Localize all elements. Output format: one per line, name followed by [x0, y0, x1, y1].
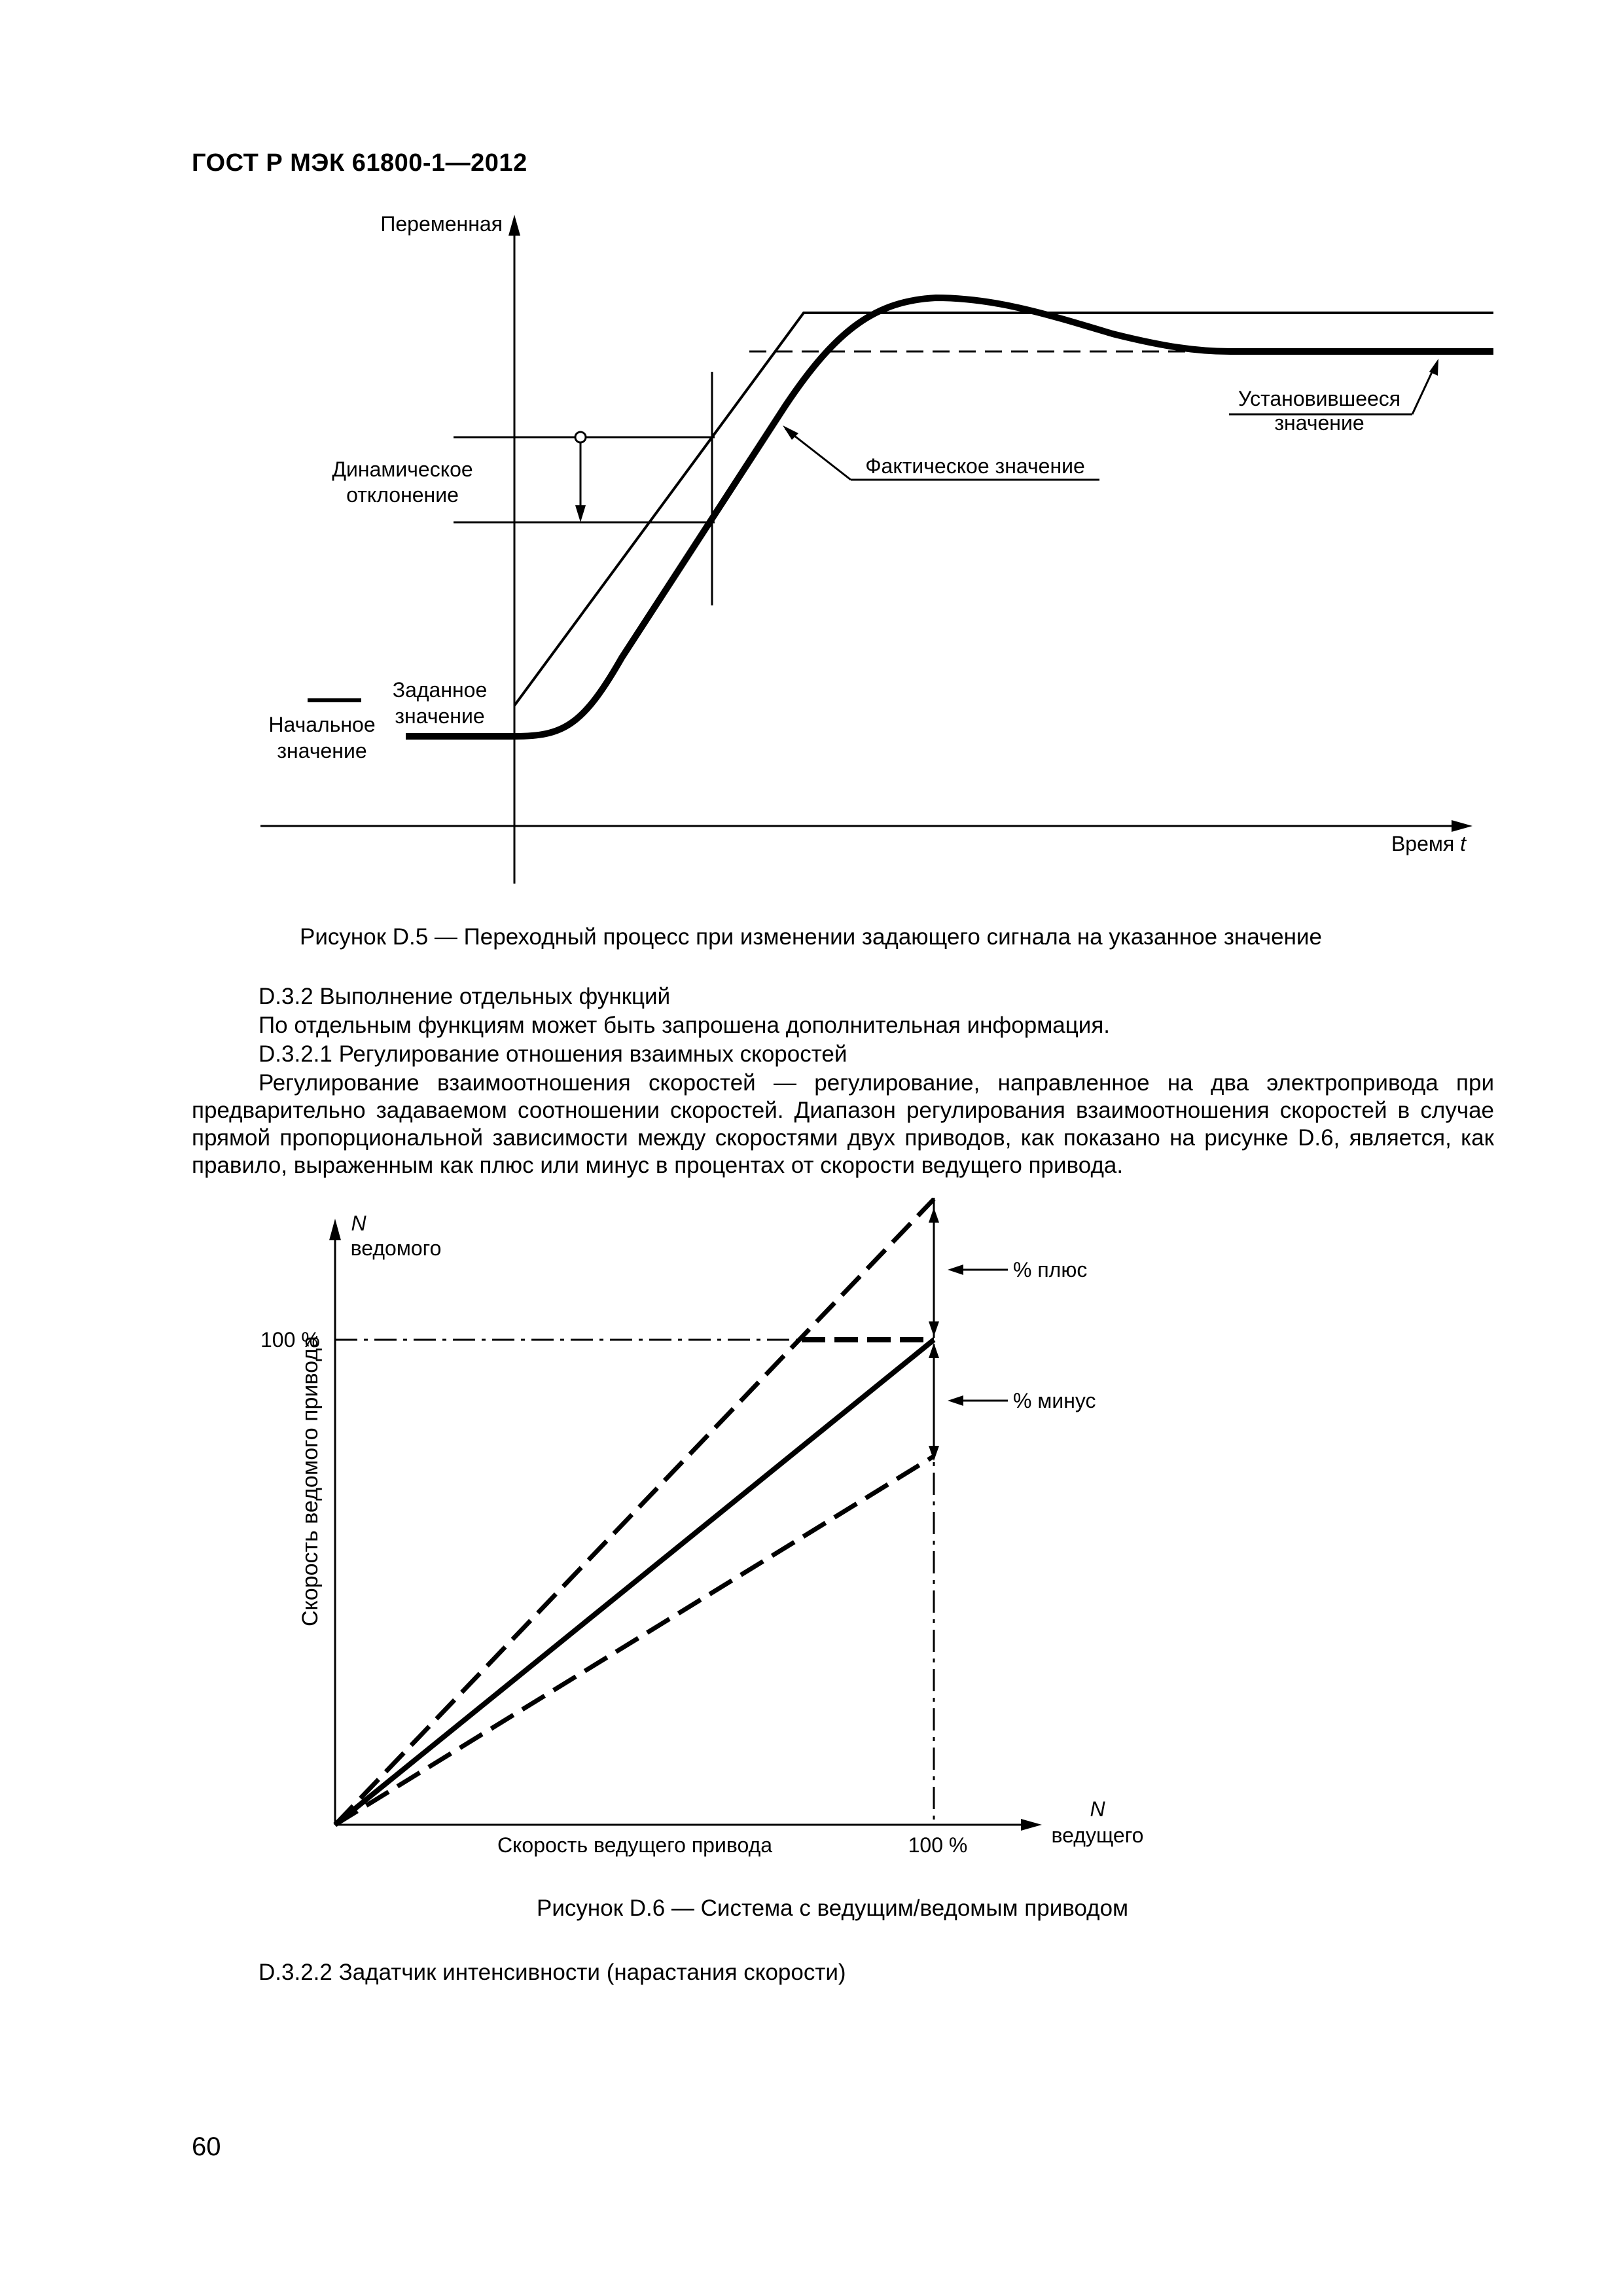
section-d321-title: D.3.2.1 Регулирование отношения взаимных скоростей: [259, 1041, 847, 1067]
d6-minus-label: % минус: [1013, 1389, 1096, 1412]
d5-dyn-point-icon: [575, 432, 586, 442]
d5-y-axis-arrow-icon: [508, 215, 520, 236]
d5-x-axis-arrow-icon: [1452, 820, 1472, 832]
d5-actual-curve: [406, 298, 1493, 736]
d6-series-line-nominal: [335, 1340, 934, 1825]
d5-setpoint-curve: [514, 313, 1493, 706]
figure-d5: [0, 0, 1623, 916]
section-d322-title: D.3.2.2 Задатчик интенсивности (нарастания скорости): [259, 1960, 846, 1985]
d6-plus-pointer-arrow-icon: [948, 1265, 963, 1275]
d6-x-axis-arrow-icon: [1021, 1819, 1042, 1831]
d5-dyn-arrow-icon: [575, 505, 586, 522]
d6-y-sub: ведомого: [350, 1236, 442, 1260]
d5-steady-label: Установившееся: [1238, 387, 1401, 410]
d5-x-axis-label: Время t: [1391, 832, 1466, 855]
d5-setpoint-label-2: значение: [395, 704, 485, 728]
section-d32-body: По отдельным функциям может быть запрошена дополнительная информация.: [259, 1013, 1111, 1038]
d6-plus-range-top-arrow-icon: [929, 1208, 939, 1223]
d5-steady-label-2: значение: [1274, 411, 1364, 435]
d6-series-group: [335, 1199, 934, 1825]
d5-dyn-deviation-label: Динамическое: [332, 457, 473, 481]
d6-y-axis-title: Скорость ведомого привода: [298, 1335, 323, 1627]
d5-initial-label: Начальное: [268, 713, 376, 736]
d5-dyn-deviation-label-2: отклонение: [346, 483, 459, 507]
d5-setpoint-label: Заданное: [392, 678, 488, 702]
d6-x-symbol: N: [1090, 1797, 1105, 1821]
d6-x-axis-title: Скорость ведущего привода: [497, 1833, 773, 1857]
d5-y-axis-label: Переменная: [380, 212, 503, 236]
document-header: ГОСТ Р МЭК 61800-1—2012: [192, 149, 527, 177]
d6-plus-label: % плюс: [1013, 1258, 1088, 1282]
d6-plus-range-bottom-arrow-icon: [929, 1321, 939, 1336]
d5-initial-label-2: значение: [277, 739, 367, 762]
figure-d6: [0, 1178, 1623, 1898]
d5-actual-label: Фактическое значение: [865, 454, 1085, 478]
section-d321-body: Регулирование взаимоотношения скоростей — регулирование, направленное на два электропривода при предварительно задаваемом соотношении скоростей. Диапазон регулирования взаимоотношения скоростей в случае прямой пропорциональной зависимости между скоростями двух приводов, как показано на рисунке D.6, является, как правило, выраженным как плюс или минус в процентах от скорости ведущего привода.: [192, 1070, 1494, 1178]
d6-y-100-label: 100 %: [260, 1328, 320, 1352]
d6-minus-pointer-arrow-icon: [948, 1395, 963, 1406]
figure-d5-caption: Рисунок D.5 — Переходный процесс при изменении задающего сигнала на указанное значение: [300, 924, 1322, 950]
d6-series-line-minus: [335, 1456, 934, 1825]
d6-x-100-label: 100 %: [908, 1833, 968, 1857]
d6-y-axis-arrow-icon: [329, 1219, 341, 1240]
section-d32-title: D.3.2 Выполнение отдельных функций: [259, 984, 671, 1009]
d6-x-sub: ведущего: [1051, 1823, 1144, 1847]
page-number: 60: [192, 2132, 221, 2161]
d6-y-symbol: N: [351, 1211, 366, 1235]
figure-d6-caption: Рисунок D.6 — Система с ведущим/ведомым приводом: [537, 1895, 1129, 1921]
